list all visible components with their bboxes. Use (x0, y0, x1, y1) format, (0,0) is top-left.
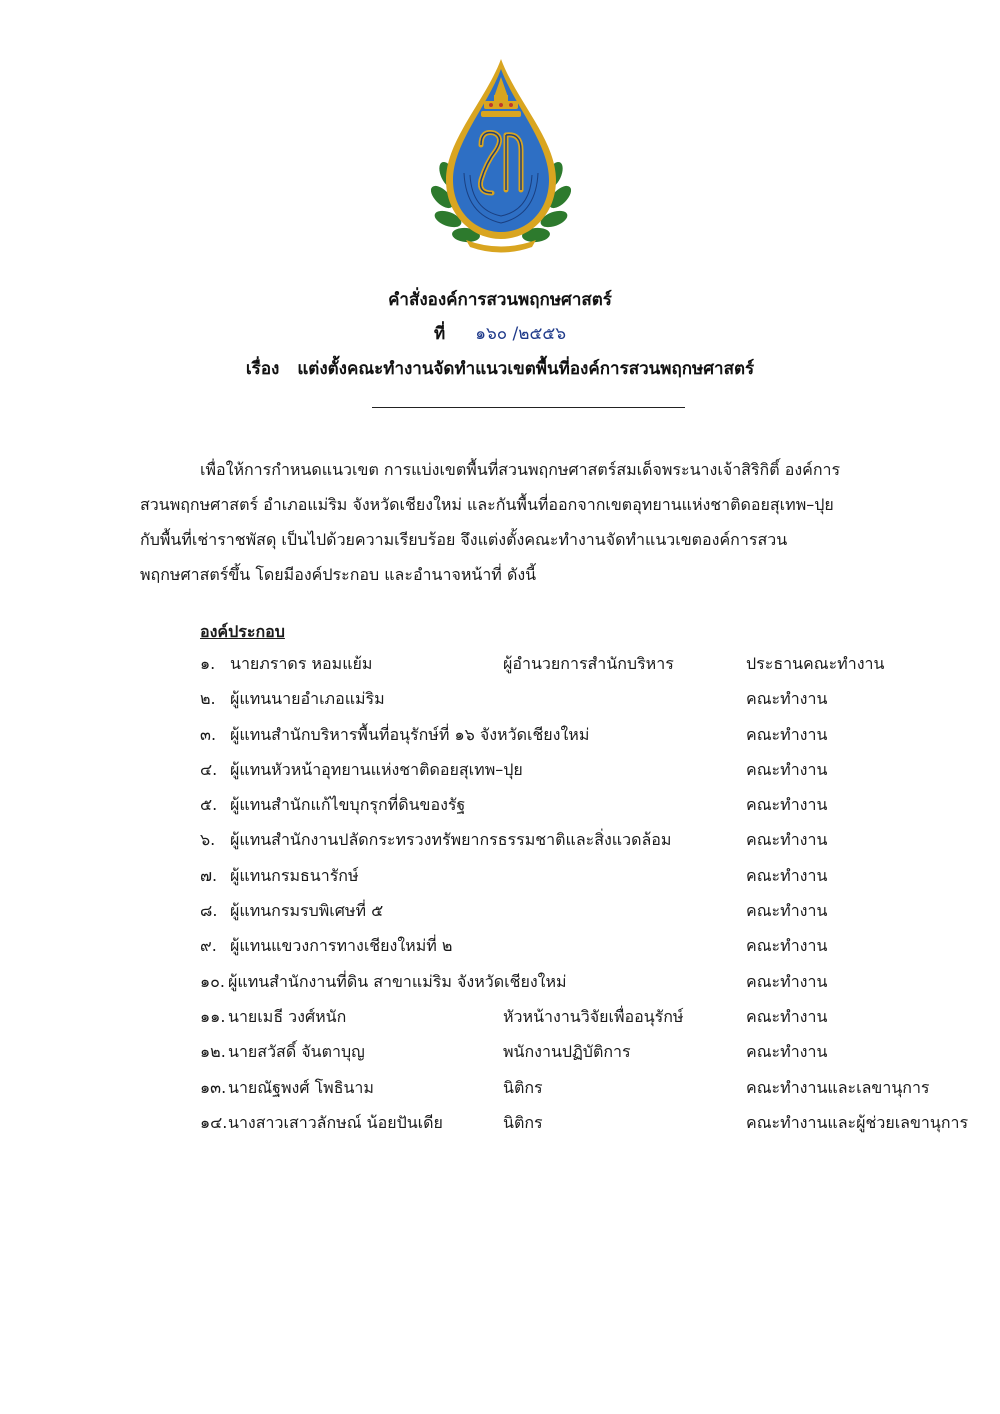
member-index: ๗. (200, 865, 218, 885)
list-item (200, 930, 990, 965)
member-index: ๑๒. (200, 1042, 226, 1062)
body-paragraph (140, 452, 890, 592)
member-name: นายณัฐพงศ์ โพธินาม (228, 1077, 374, 1097)
member-position: หัวหน้างานวิจัยเพื่ออนุรักษ์ (503, 1006, 684, 1026)
order-number: ๑๖๐ /๒๕๕๖ (475, 324, 567, 344)
member-index: ๓. (200, 724, 217, 744)
member-index: ๖. (200, 830, 216, 850)
member-index: ๑๓. (200, 1077, 227, 1097)
member-index: ๑. (200, 654, 216, 673)
member-role: คณะทำงาน (746, 795, 828, 815)
member-name: ผู้แทนแขวงการทางเชียงใหม่ที่ ๒ (230, 936, 453, 956)
member-name: ผู้แทนหัวหน้าอุทยานแห่งชาติดอยสุเทพ–ปุย (230, 759, 523, 779)
member-role: คณะทำงานและผู้ช่วยเลขานุการ (746, 1112, 969, 1132)
member-role: คณะทำงาน (746, 724, 828, 744)
member-index: ๒. (200, 689, 216, 709)
order-title: คำสั่งองค์การสวนพฤกษศาสตร์ (388, 290, 612, 310)
member-name: ผู้แทนสำนักงานที่ดิน สาขาแม่ริม จังหวัดเชียงใหม่ (228, 971, 567, 991)
order-number-label: ที่ (433, 324, 446, 344)
member-role: คณะทำงาน (746, 936, 828, 956)
list-item (200, 719, 990, 754)
order-subject-line (0, 355, 1000, 382)
member-position: นิติกร (503, 1112, 543, 1132)
list-item (200, 789, 990, 824)
list-item (200, 860, 990, 895)
composition-heading: องค์ประกอบ (200, 622, 285, 641)
member-position: ผู้อำนวยการสำนักบริหาร (503, 654, 674, 673)
member-name: ผู้แทนกรมรบพิเศษที่ ๕ (230, 901, 384, 921)
member-index: ๑๐. (200, 971, 226, 991)
list-item (200, 754, 990, 789)
member-name: ผู้แทนสำนักงานปลัดกระทรวงทรัพยากรธรรมชาติและสิ่งแวดล้อม (230, 830, 672, 850)
list-item (200, 824, 990, 859)
member-name: ผู้แทนสำนักแก้ไขบุกรุกที่ดินของรัฐ (230, 795, 466, 815)
member-index: ๑๑. (200, 1006, 226, 1026)
member-role: คณะทำงานและเลขานุการ (746, 1077, 930, 1097)
member-name: ผู้แทนนายอำเภอแม่ริม (230, 689, 385, 709)
list-item (200, 966, 990, 1001)
member-index: ๑๔. (200, 1112, 228, 1132)
member-name: นายเมธี วงศ์หนัก (228, 1006, 347, 1026)
list-item (200, 895, 990, 930)
order-subject: แต่งตั้งคณะทำงานจัดทำแนวเขตพื้นที่องค์การสวนพฤกษศาสตร์ (297, 359, 755, 379)
list-item (200, 648, 990, 683)
list-item (200, 683, 990, 718)
list-item (200, 1036, 990, 1071)
member-index: ๘. (200, 901, 218, 921)
member-role: คณะทำงาน (746, 830, 828, 850)
member-role: คณะทำงาน (746, 865, 828, 885)
body-line: กับพื้นที่เช่าราชพัสดุ เป็นไปด้วยความเรียบร้อย จึงแต่งตั้งคณะทำงานจัดทำแนวเขตองค์การสวน (140, 530, 788, 549)
member-position: พนักงานปฏิบัติการ (503, 1042, 631, 1062)
member-index: ๔. (200, 759, 218, 779)
member-name: นางสาวเสาวลักษณ์ น้อยปันเดีย (228, 1112, 443, 1132)
list-item (200, 1072, 990, 1107)
member-name: ผู้แทนสำนักบริหารพื้นที่อนุรักษ์ที่ ๑๖ จังหวัดเชียงใหม่ (230, 724, 590, 744)
order-number-line (0, 320, 1000, 347)
body-line: พฤกษศาสตร์ขึ้น โดยมีองค์ประกอบ และอำนาจหน้าที่ ดังนี้ (140, 565, 537, 584)
member-role: คณะทำงาน (746, 689, 828, 709)
member-role: ประธานคณะทำงาน (746, 654, 885, 673)
member-role: คณะทำงาน (746, 1006, 828, 1026)
order-subject-label: เรื่อง (245, 359, 280, 379)
member-role: คณะทำงาน (746, 1042, 828, 1062)
list-item (200, 1001, 990, 1036)
heading-divider (372, 407, 685, 408)
member-name: นายภราดร หอมแย้ม (230, 654, 373, 673)
body-line: เพื่อให้การกำหนดแนวเขต การแบ่งเขตพื้นที่สวนพฤกษศาสตร์สมเด็จพระนางเจ้าสิริกิติ์ องค์การ (200, 460, 841, 479)
organization-emblem-icon (426, 55, 576, 255)
member-name: ผู้แทนกรมธนารักษ์ (230, 865, 359, 885)
member-position: นิติกร (503, 1077, 543, 1097)
member-list (200, 648, 990, 1142)
member-role: คณะทำงาน (746, 901, 828, 921)
member-role: คณะทำงาน (746, 759, 828, 779)
member-index: ๙. (200, 936, 217, 956)
member-name: นายสวัสดิ์ จันตาบุญ (228, 1042, 365, 1062)
member-index: ๕. (200, 795, 218, 815)
list-item (200, 1107, 990, 1142)
organization-logo (426, 55, 576, 255)
member-role: คณะทำงาน (746, 971, 828, 991)
body-line: สวนพฤกษศาสตร์ อำเภอแม่ริม จังหวัดเชียงใหม่ และกันพื้นที่ออกจากเขตอุทยานแห่งชาติดอยสุเทพ–ปุย (140, 495, 834, 514)
